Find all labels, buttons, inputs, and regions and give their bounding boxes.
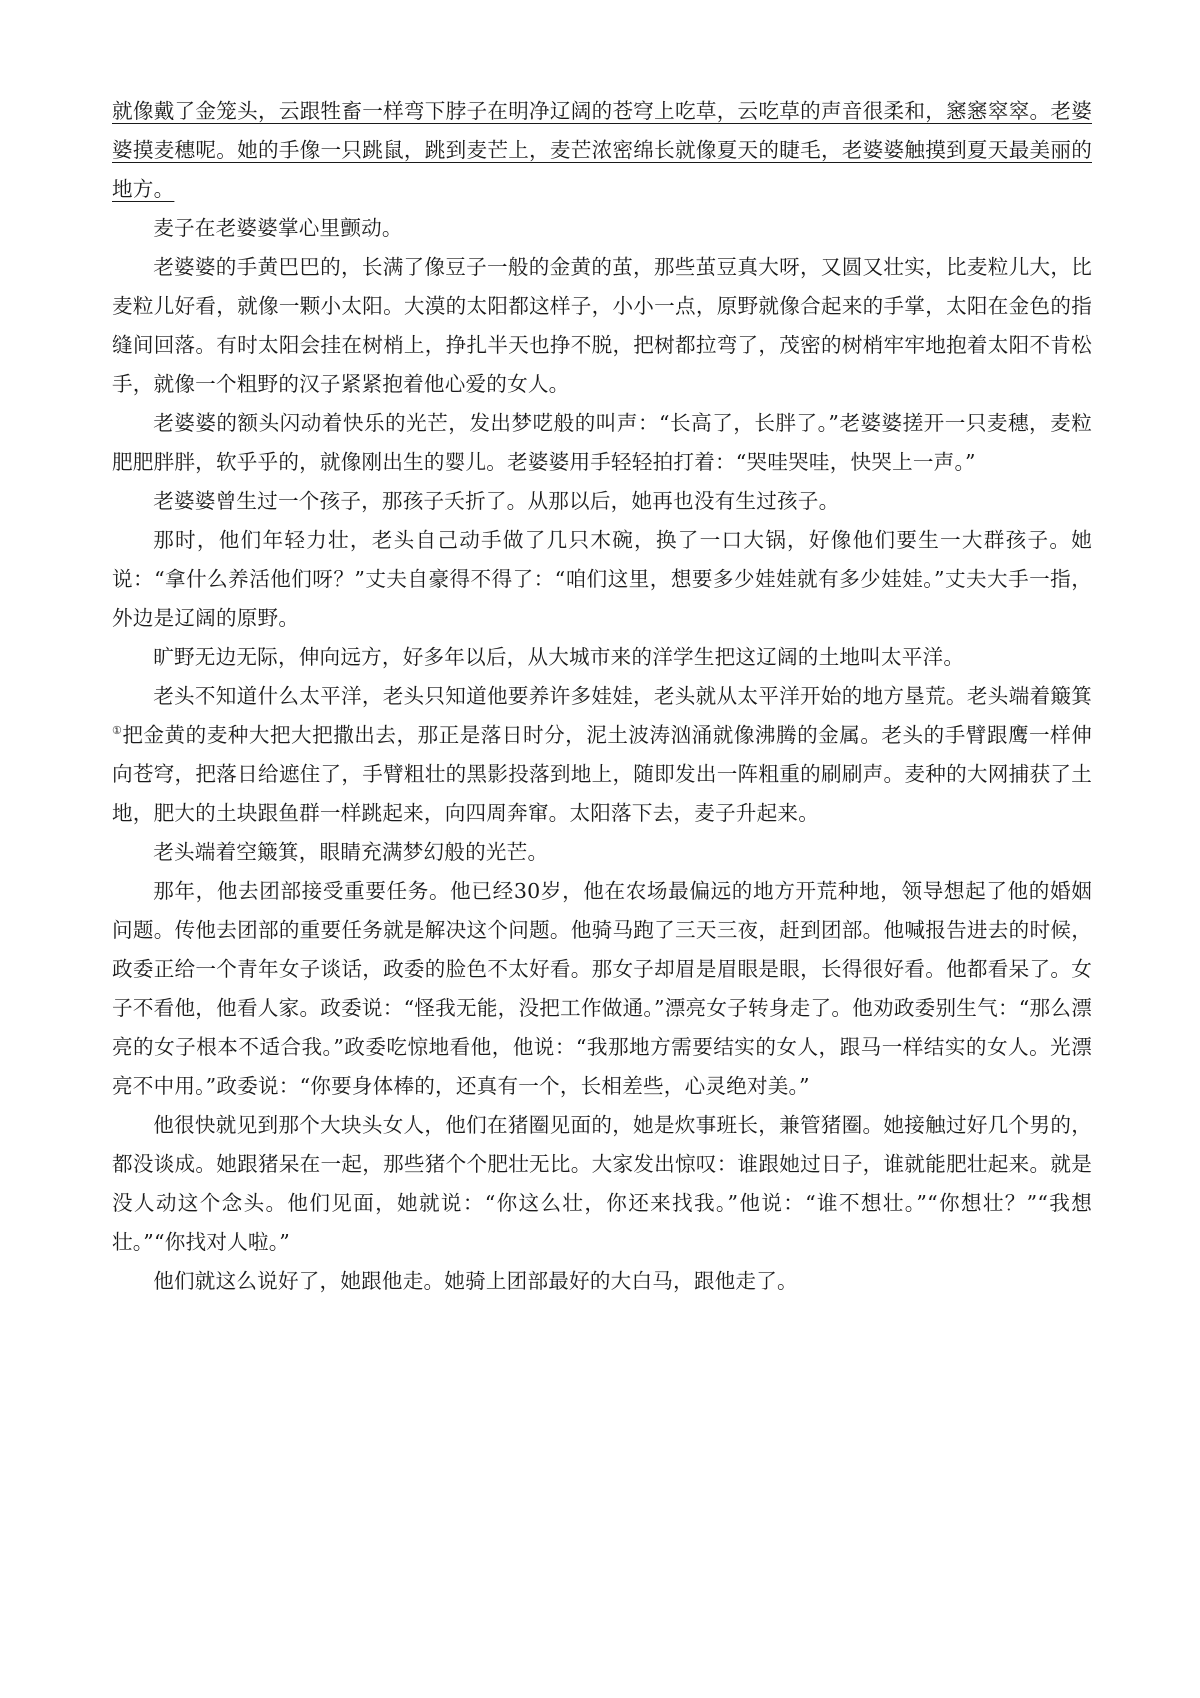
paragraph: 旷野无边无际，伸向远方，好多年以后，从大城市来的洋学生把这辽阔的土地叫太平洋。 (153, 645, 965, 669)
paragraph: 那时，他们年轻力壮，老头自己动手做了几只木碗，换了一口大锅，好像他们要生一大群孩子。她说：“拿什么养活他们呀？”丈夫自豪得不得了：“咱们这里，想要多少娃娃就有多少娃娃。”丈夫大手一指，外边是辽阔的原野。 (112, 528, 1092, 630)
paragraph: 老婆婆曾生过一个孩子，那孩子夭折了。从那以后，她再也没有生过孩子。 (153, 489, 840, 513)
paragraph-text-after-footnote: 把金黄的麦种大把大把撒出去，那正是落日时分，泥土波涛汹涌就像沸腾的金属。老头的手臂跟鹰一样伸向苍穹，把落日给遮住了，手臂粗壮的黑影投落到地上，随即发出一阵粗重的刷刷声。麦种的大网捕获了土地，肥大的土块跟鱼群一样跳起来，向四周奔窜。太阳落下去，麦子升起来。 (112, 723, 1092, 825)
paragraph: 他们就这么说好了，她跟他走。她骑上团部最好的大白马，跟他走了。 (153, 1269, 798, 1293)
paragraph-text-before-footnote: 老头不知道什么太平洋，老头只知道他要养许多娃娃，老头就从太平洋开始的地方垦荒。老头端着簸箕 (153, 684, 1092, 708)
footnote-marker: ① (112, 724, 123, 738)
paragraph: 麦子在老婆婆掌心里颤动。 (153, 216, 403, 240)
paragraph-with-footnote (112, 677, 1092, 833)
paragraph: 老婆婆的手黄巴巴的，长满了像豆子一般的金黄的茧，那些茧豆真大呀，又圆又壮实，比麦粒儿大，比麦粒儿好看，就像一颗小太阳。大漠的太阳都这样子，小小一点，原野就像合起来的手掌，太阳在金色的指缝间回落。有时太阳会挂在树梢上，挣扎半天也挣不脱，把树都拉弯了，茂密的树梢牢牢地抱着太阳不肯松手，就像一个粗野的汉子紧紧抱着他心爱的女人。 (112, 255, 1092, 396)
paragraph: 老头端着空簸箕，眼睛充满梦幻般的光芒。 (153, 840, 549, 864)
paragraph: 那年，他去团部接受重要任务。他已经30岁，他在农场最偏远的地方开荒种地，领导想起了他的婚姻问题。传他去团部的重要任务就是解决这个问题。他骑马跑了三天三夜，赶到团部。他喊报告进去的时候，政委正给一个青年女子谈话，政委的脸色不太好看。那女子却眉是眉眼是眼，长得很好看。他都看呆了。女子不看他，他看人家。政委说：“怪我无能，没把工作做通。”漂亮女子转身走了。他劝政委别生气：“那么漂亮的女子根本不适合我。”政委吃惊地看他，他说：“我那地方需要结实的女人，跟马一样结实的女人。光漂亮不中用。”政委说：“你要身体棒的，还真有一个，长相差些，心灵绝对美。” (112, 879, 1092, 1098)
paragraph: 他很快就见到那个大块头女人，他们在猪圈见面的，她是炊事班长，兼管猪圈。她接触过好几个男的，都没谈成。她跟猪呆在一起，那些猪个个肥壮无比。大家发出惊叹：谁跟她过日子，谁就能肥壮起来。就是没人动这个念头。他们见面，她就说：“你这么壮，你还来找我。”他说：“谁不想壮。”“你想壮？”“我想壮。”“你找对人啦。” (112, 1113, 1092, 1254)
paragraph-underlined-continuation: 就像戴了金笼头，云跟牲畜一样弯下脖子在明净辽阔的苍穹上吃草，云吃草的声音很柔和，窸窸窣窣。老婆婆摸麦穗呢。她的手像一只跳鼠，跳到麦芒上，麦芒浓密绵长就像夏天的睫毛，老婆婆触摸到夏天最美丽的地方。 (112, 99, 1092, 201)
paragraph: 老婆婆的额头闪动着快乐的光芒，发出梦呓般的叫声：“长高了，长胖了。”老婆婆搓开一只麦穗，麦粒肥肥胖胖，软乎乎的，就像刚出生的婴儿。老婆婆用手轻轻拍打着：“哭哇哭哇，快哭上一声。” (112, 411, 1092, 474)
document-page (112, 92, 1092, 1301)
